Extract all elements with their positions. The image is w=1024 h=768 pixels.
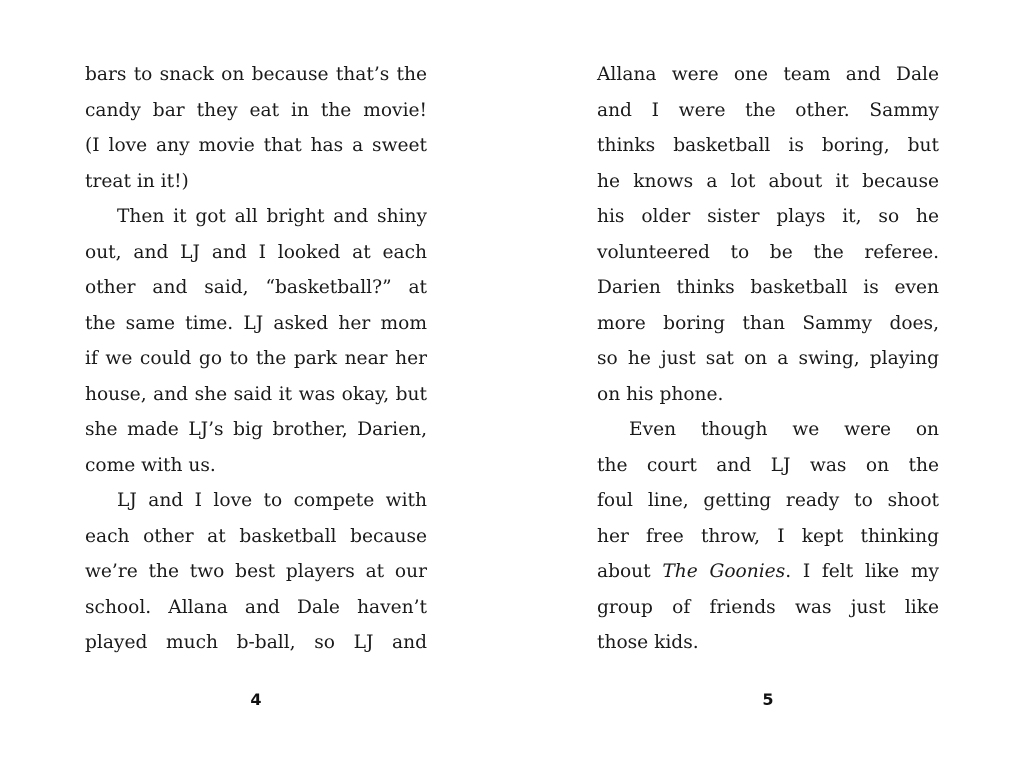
text-line: more boring than Sammy does, xyxy=(597,312,939,334)
text-line: come with us. xyxy=(85,454,216,476)
text-line: house, and she said it was okay, but xyxy=(85,383,427,405)
text-line: Even though we were on xyxy=(629,419,939,440)
book-title-italic: The Goonies xyxy=(662,561,786,582)
text-line: those kids. xyxy=(597,632,699,653)
text-line: bars to snack on because that’s the xyxy=(85,64,427,85)
page-number-right: 5 xyxy=(762,690,774,709)
text-line: his older sister plays it, so he xyxy=(597,206,939,227)
text-line: other and said, “basketball?” at xyxy=(85,277,427,298)
text-line: each other at basketball because xyxy=(85,525,427,547)
text-line: out, and LJ and I looked at each xyxy=(85,241,427,263)
text-line: her free throw, I kept thinking xyxy=(597,525,939,547)
text-line: on his phone. xyxy=(597,383,724,405)
text-line: Allana were one team and Dale xyxy=(597,64,939,85)
text-line: if we could go to the park near her xyxy=(85,348,427,369)
text-line: foul line, getting ready to shoot xyxy=(597,490,939,511)
text-line: she made LJ’s big brother, Darien, xyxy=(85,419,427,440)
text-line: and I were the other. Sammy xyxy=(597,99,939,121)
text-line: the same time. LJ asked her mom xyxy=(85,312,427,334)
page-number-left: 4 xyxy=(250,690,262,709)
text-line: the court and LJ was on the xyxy=(597,454,939,476)
text-line: Then it got all bright and shiny xyxy=(117,206,427,227)
text-line: (I love any movie that has a sweet xyxy=(85,135,427,156)
text-line: treat in it!) xyxy=(85,170,189,192)
text-line: LJ and I love to compete with xyxy=(117,490,427,511)
text-line: group of friends was just like xyxy=(597,596,939,618)
text-line: we’re the two best players at our xyxy=(85,561,427,582)
text-line: thinks basketball is boring, but xyxy=(597,135,939,156)
right-page xyxy=(597,57,939,661)
text-line: school. Allana and Dale haven’t xyxy=(85,596,427,618)
text-line: he knows a lot about it because xyxy=(597,170,939,192)
text-line: candy bar they eat in the movie! xyxy=(85,99,427,121)
text-line: volunteered to be the referee. xyxy=(597,241,939,263)
text-line: so he just sat on a swing, playing xyxy=(597,348,939,369)
left-page xyxy=(85,57,427,661)
text-line: played much b-ball, so LJ and xyxy=(85,632,427,653)
text-line: Darien thinks basketball is even xyxy=(597,277,939,298)
text-line: about The Goonies. I felt like my xyxy=(597,561,939,582)
